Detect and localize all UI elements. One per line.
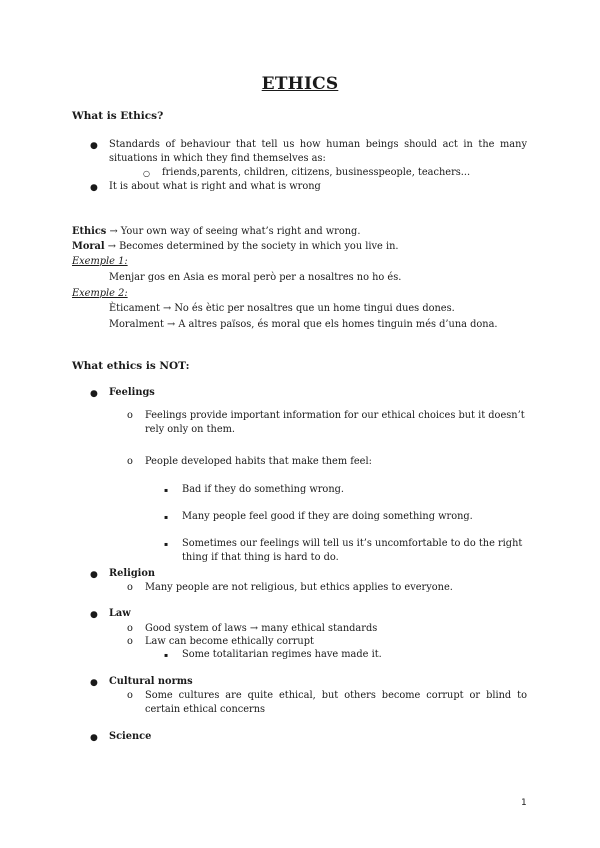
square-marker: ▪ — [164, 652, 169, 659]
religion-point-1: Many people are not religious, but ethics applies to everyone. — [145, 582, 453, 593]
law-point-2: Law can become ethically corrupt — [145, 636, 314, 647]
o-marker: o — [127, 456, 133, 467]
example-1-label: Exemple 1: — [72, 256, 128, 267]
feelings-sub-2: Many people feel good if they are doing something wrong. — [182, 511, 473, 522]
bullet-marker: ● — [90, 733, 98, 743]
example-2-line-1: Èticament → No és ètic per nosaltres que un home tingui dues dones. — [109, 303, 455, 314]
cultural-point-1: Some cultures are quite ethical, but others become corrupt or blind to certain ethical concerns — [145, 690, 527, 715]
bullet-marker: ● — [90, 678, 98, 688]
cultural-label: Cultural norms — [109, 676, 193, 687]
law-label: Law — [109, 608, 131, 619]
moral-term: Moral — [72, 241, 105, 252]
feelings-point-1: Feelings provide important information for our ethical choices but it doesn’t rely only on them. — [145, 410, 525, 435]
science-label: Science — [109, 731, 152, 742]
o-marker: o — [127, 582, 133, 593]
o-marker: o — [127, 410, 133, 421]
what-is-bullet-1: Standards of behaviour that tell us how human beings should act in the many situations in which they find themselves as: — [109, 139, 527, 164]
ethics-definition — [72, 225, 360, 239]
example-2-line-2: Moralment → A altres països, és moral que els homes tinguin més d’una dona. — [109, 319, 498, 330]
law-point-1: Good system of laws → many ethical standards — [145, 623, 378, 634]
feelings-label: Feelings — [109, 387, 155, 398]
square-marker: ▪ — [164, 514, 169, 521]
circle-marker: ○ — [143, 169, 150, 178]
bullet-marker: ● — [90, 141, 98, 151]
what-is-bullet-2: It is about what is right and what is wrong — [109, 181, 321, 192]
bullet-marker: ● — [90, 570, 98, 580]
feelings-sub-3: Sometimes our feelings will tell us it’s uncomfortable to do the right thing if that thing is hard to do. — [182, 538, 523, 563]
bullet-marker: ● — [90, 610, 98, 620]
section-heading-not: What ethics is NOT: — [72, 360, 190, 372]
feelings-point-2: People developed habits that make them feel: — [145, 456, 372, 467]
moral-definition — [72, 240, 399, 254]
square-marker: ▪ — [164, 487, 169, 494]
feelings-sub-1: Bad if they do something wrong. — [182, 484, 345, 495]
ethics-term: Ethics — [72, 226, 107, 237]
example-1-text: Menjar gos en Asia es moral però per a nosaltres no ho és. — [109, 272, 402, 283]
moral-text: → Becomes determined by the society in which you live in. — [107, 241, 399, 252]
example-2-label: Exemple 2: — [72, 288, 128, 299]
ethics-text: → Your own way of seeing what’s right and wrong. — [109, 226, 361, 237]
what-is-sub-bullet: friends,parents, children, citizens, businesspeople, teachers... — [162, 167, 471, 178]
religion-label: Religion — [109, 568, 156, 579]
o-marker: o — [127, 636, 133, 647]
bullet-marker: ● — [90, 183, 98, 193]
square-marker: ▪ — [164, 541, 169, 548]
section-heading-what-is: What is Ethics? — [72, 110, 164, 122]
page-number: 1 — [521, 798, 527, 808]
law-sub-1: Some totalitarian regimes have made it. — [182, 649, 382, 660]
o-marker: o — [127, 690, 133, 701]
o-marker: o — [127, 623, 133, 634]
document-title: ETHICS — [261, 74, 339, 94]
bullet-marker: ● — [90, 389, 98, 399]
